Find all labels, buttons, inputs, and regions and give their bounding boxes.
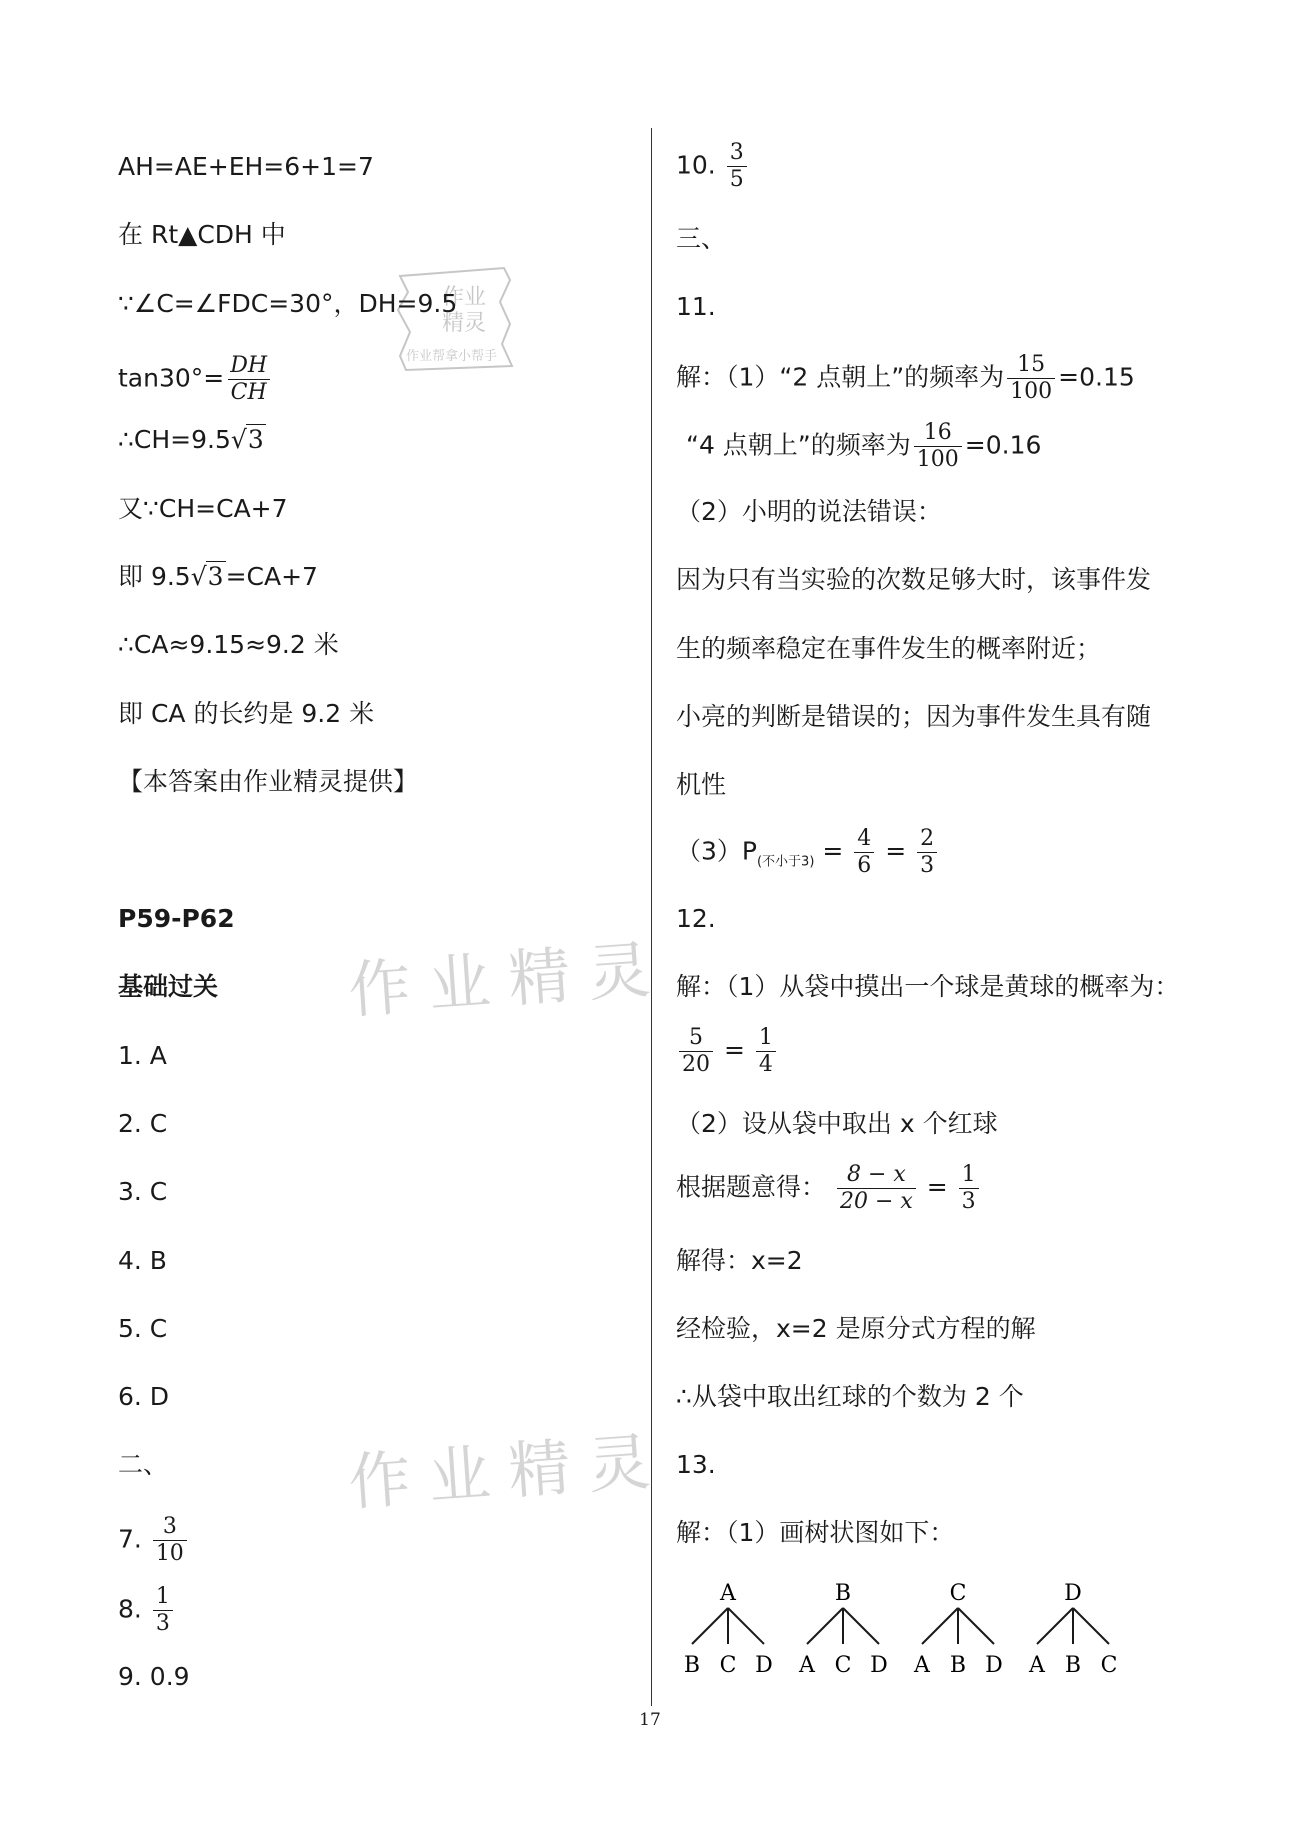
tree-leaf-D: D xyxy=(985,1653,1003,1678)
q13-label: 13. xyxy=(676,1450,716,1479)
answer-1: 1. A xyxy=(118,1041,167,1070)
tree-root-C: C xyxy=(949,1581,967,1606)
q12-equation: 根据题意得： $\frac{8 - x}{20 - x}$ = $\frac{1}{3}$ xyxy=(676,1162,982,1215)
q12-conclusion: ∴从袋中取出红球的个数为 2 个 xyxy=(676,1382,1024,1411)
q12-label: 12. xyxy=(676,904,716,933)
q11b-fraction xyxy=(914,420,962,473)
eq-prefix: 即 9.5 xyxy=(118,562,191,591)
q8-den: 3 xyxy=(153,1610,173,1637)
q11b-num: 16 xyxy=(923,420,952,445)
tree-leaf-B: B xyxy=(683,1653,701,1678)
sqrt-radicand-b: 3 xyxy=(207,562,224,591)
q11a-fraction xyxy=(1007,352,1055,405)
q12-eq-den1: 20 − x xyxy=(837,1188,916,1215)
eq-suffix: =CA+7 xyxy=(225,562,318,591)
q12-check: 经检验，x=2 是原分式方程的解 xyxy=(676,1314,1036,1343)
line-ch xyxy=(118,423,266,457)
q12-eq-prefix: 根据题意得： xyxy=(676,1172,827,1202)
page-number: 17 xyxy=(639,1710,661,1730)
line-tan30 xyxy=(118,353,273,406)
tree-leaf-B: B xyxy=(949,1653,967,1678)
q11-label: 11. xyxy=(676,292,716,321)
q8-num: 1 xyxy=(155,1584,170,1609)
section-3-heading: 三、 xyxy=(676,224,727,253)
tree-branch xyxy=(922,1608,958,1644)
q12-eq-frac1 xyxy=(837,1162,916,1215)
page-range-heading: P59-P62 xyxy=(118,904,235,933)
q11a-text: 解：（1）“2 点朝上”的频率为 xyxy=(676,362,1005,392)
q11-part2-l4: 机性 xyxy=(676,770,727,799)
section-heading: 基础过关 xyxy=(118,972,219,1001)
q12-num2: 1 xyxy=(758,1025,773,1050)
tan-num: DH xyxy=(230,353,268,378)
q11-part2-l2: 生的频率稳定在事件发生的概率附近； xyxy=(676,634,1102,663)
tree-branch xyxy=(958,1608,994,1644)
q12-eq-num2: 1 xyxy=(961,1162,976,1187)
q11-part2-l1: 因为只有当实验的次数足够大时，该事件发 xyxy=(676,565,1152,594)
tree-leaf-D: D xyxy=(870,1653,888,1678)
tree-branch xyxy=(807,1608,843,1644)
q10-den: 5 xyxy=(727,166,747,193)
q11-3-den2: 3 xyxy=(917,852,937,879)
q12-eq-num1: 8 − x xyxy=(846,1162,906,1187)
q11-3-frac2 xyxy=(917,826,937,879)
stamp-text-2: 精灵 xyxy=(442,311,487,336)
watermark-text: 作业精灵 xyxy=(346,931,671,1028)
line-credit: 【本答案由作业精灵提供】 xyxy=(118,767,419,796)
answer-2: 2. C xyxy=(118,1109,168,1138)
answer-3: 3. C xyxy=(118,1177,168,1206)
tree-leaf-C: C xyxy=(1100,1653,1118,1678)
tree-root-A: A xyxy=(720,1581,736,1606)
q11-part2: （2）小明的说法错误： xyxy=(676,497,942,526)
q13-part1: 解：（1）画树状图如下： xyxy=(676,1518,955,1547)
q11-part3: $(3)P_{(不小于3)}$ = $\frac{4}{6}$ = $\frac{2}{3}$ xyxy=(676,826,940,880)
q12-frac1 xyxy=(679,1025,713,1078)
q10-label: 10. xyxy=(676,150,716,180)
q12-part2: （2）设从袋中取出 x 个红球 xyxy=(676,1109,998,1138)
q11b-den: 100 xyxy=(914,446,962,473)
tree-leaf-C: C xyxy=(834,1653,852,1678)
line-ca-len: 即 CA 的长约是 9.2 米 xyxy=(118,699,375,728)
tree-leaf-B: B xyxy=(1064,1653,1082,1678)
sqrt-3b: √3 xyxy=(190,562,224,591)
q11-part1-a xyxy=(676,352,1135,405)
tree-branch xyxy=(692,1608,728,1644)
answer-8 xyxy=(118,1584,176,1637)
q7-label: 7. xyxy=(118,1524,142,1554)
tree-leaf-A: A xyxy=(799,1653,815,1678)
q12-num1: 5 xyxy=(689,1025,703,1050)
q11-3-num2: 2 xyxy=(920,826,935,851)
ch-label: ∴CH=9.5 xyxy=(118,425,231,454)
answer-5: 5. C xyxy=(118,1314,168,1343)
q11-3-frac1 xyxy=(854,826,874,879)
q12-eq-den2: 3 xyxy=(959,1188,979,1215)
q7-fraction xyxy=(153,1514,187,1567)
q10-num: 3 xyxy=(729,140,744,165)
watermark-text: 作业精灵 xyxy=(346,1423,671,1520)
answer-10 xyxy=(676,140,750,193)
q7-den: 10 xyxy=(153,1540,187,1567)
q11-part2-l3: 小亮的判断是错误的；因为事件发生具有随 xyxy=(676,702,1152,731)
answer-6: 6. D xyxy=(118,1382,170,1411)
tree-leaf-A: A xyxy=(1029,1653,1045,1678)
q11-3-sub: (不小于3) xyxy=(756,854,815,870)
line-ca: ∴CA≈9.15≈9.2 米 xyxy=(118,630,339,659)
tree-branch xyxy=(728,1608,764,1644)
q11b-text: “4 点朝上”的频率为 xyxy=(686,430,911,460)
tree-branch xyxy=(843,1608,879,1644)
q11a-result: =0.15 xyxy=(1058,362,1135,392)
answer-7 xyxy=(118,1514,190,1567)
q11b-result: =0.16 xyxy=(964,430,1042,460)
tree-branch xyxy=(1073,1608,1109,1644)
column-divider xyxy=(651,128,652,1706)
q12-part1: 解：（1）从袋中摸出一个球是黄球的概率为： xyxy=(676,972,1180,1001)
q11-3-den1: 6 xyxy=(854,852,874,879)
tree-root-B: B xyxy=(834,1581,852,1606)
q12-solution: 解得：x=2 xyxy=(676,1246,803,1275)
q11-3-prefix: （3）P xyxy=(676,836,757,866)
line-ch-ca: 又∵CH=CA+7 xyxy=(118,494,288,523)
q11-3-num1: 4 xyxy=(857,826,872,851)
tree-root-D: D xyxy=(1064,1581,1082,1606)
line-ah: AH=AE+EH=6+1=7 xyxy=(118,152,374,181)
q11-part1-b xyxy=(686,420,1041,473)
tree-leaf-A: A xyxy=(914,1653,930,1678)
answer-9: 9. 0.9 xyxy=(118,1662,190,1691)
q12-den2: 4 xyxy=(756,1051,776,1078)
stamp-text-1: 作业 xyxy=(442,285,487,310)
q12-eq-frac2 xyxy=(959,1162,979,1215)
line-angle: ∵∠C=∠FDC=30°，DH=9.5 xyxy=(118,289,458,318)
stamp-text-3: 作业帮拿小帮手 xyxy=(406,349,498,364)
line-rt-cdh: 在 Rt▲CDH 中 xyxy=(118,220,286,249)
tan-den: CH xyxy=(228,379,270,406)
section-2-heading: 二、 xyxy=(118,1450,169,1479)
sqrt-radicand: 3 xyxy=(247,425,264,454)
tree-leaf-D: D xyxy=(755,1653,773,1678)
answer-4: 4. B xyxy=(118,1246,167,1275)
tree-branch xyxy=(1037,1608,1073,1644)
line-eq xyxy=(118,560,318,594)
tan-label: tan30°= xyxy=(118,363,225,393)
q7-num: 3 xyxy=(162,1514,177,1539)
tree-leaf-C: C xyxy=(719,1653,737,1678)
q8-fraction xyxy=(153,1584,173,1637)
q12-part1-eq: $\frac{5}{20}$ = $\frac{1}{4}$ xyxy=(676,1025,779,1078)
q8-label: 8. xyxy=(118,1594,142,1624)
q11a-num: 15 xyxy=(1017,352,1046,377)
tree-diagram xyxy=(676,1576,1136,1686)
q12-frac2 xyxy=(756,1025,776,1078)
q10-fraction xyxy=(727,140,747,193)
q11a-den: 100 xyxy=(1007,378,1055,405)
tan-fraction xyxy=(227,353,270,406)
sqrt-3: √3 xyxy=(230,425,264,454)
q12-den1: 20 xyxy=(679,1051,713,1078)
